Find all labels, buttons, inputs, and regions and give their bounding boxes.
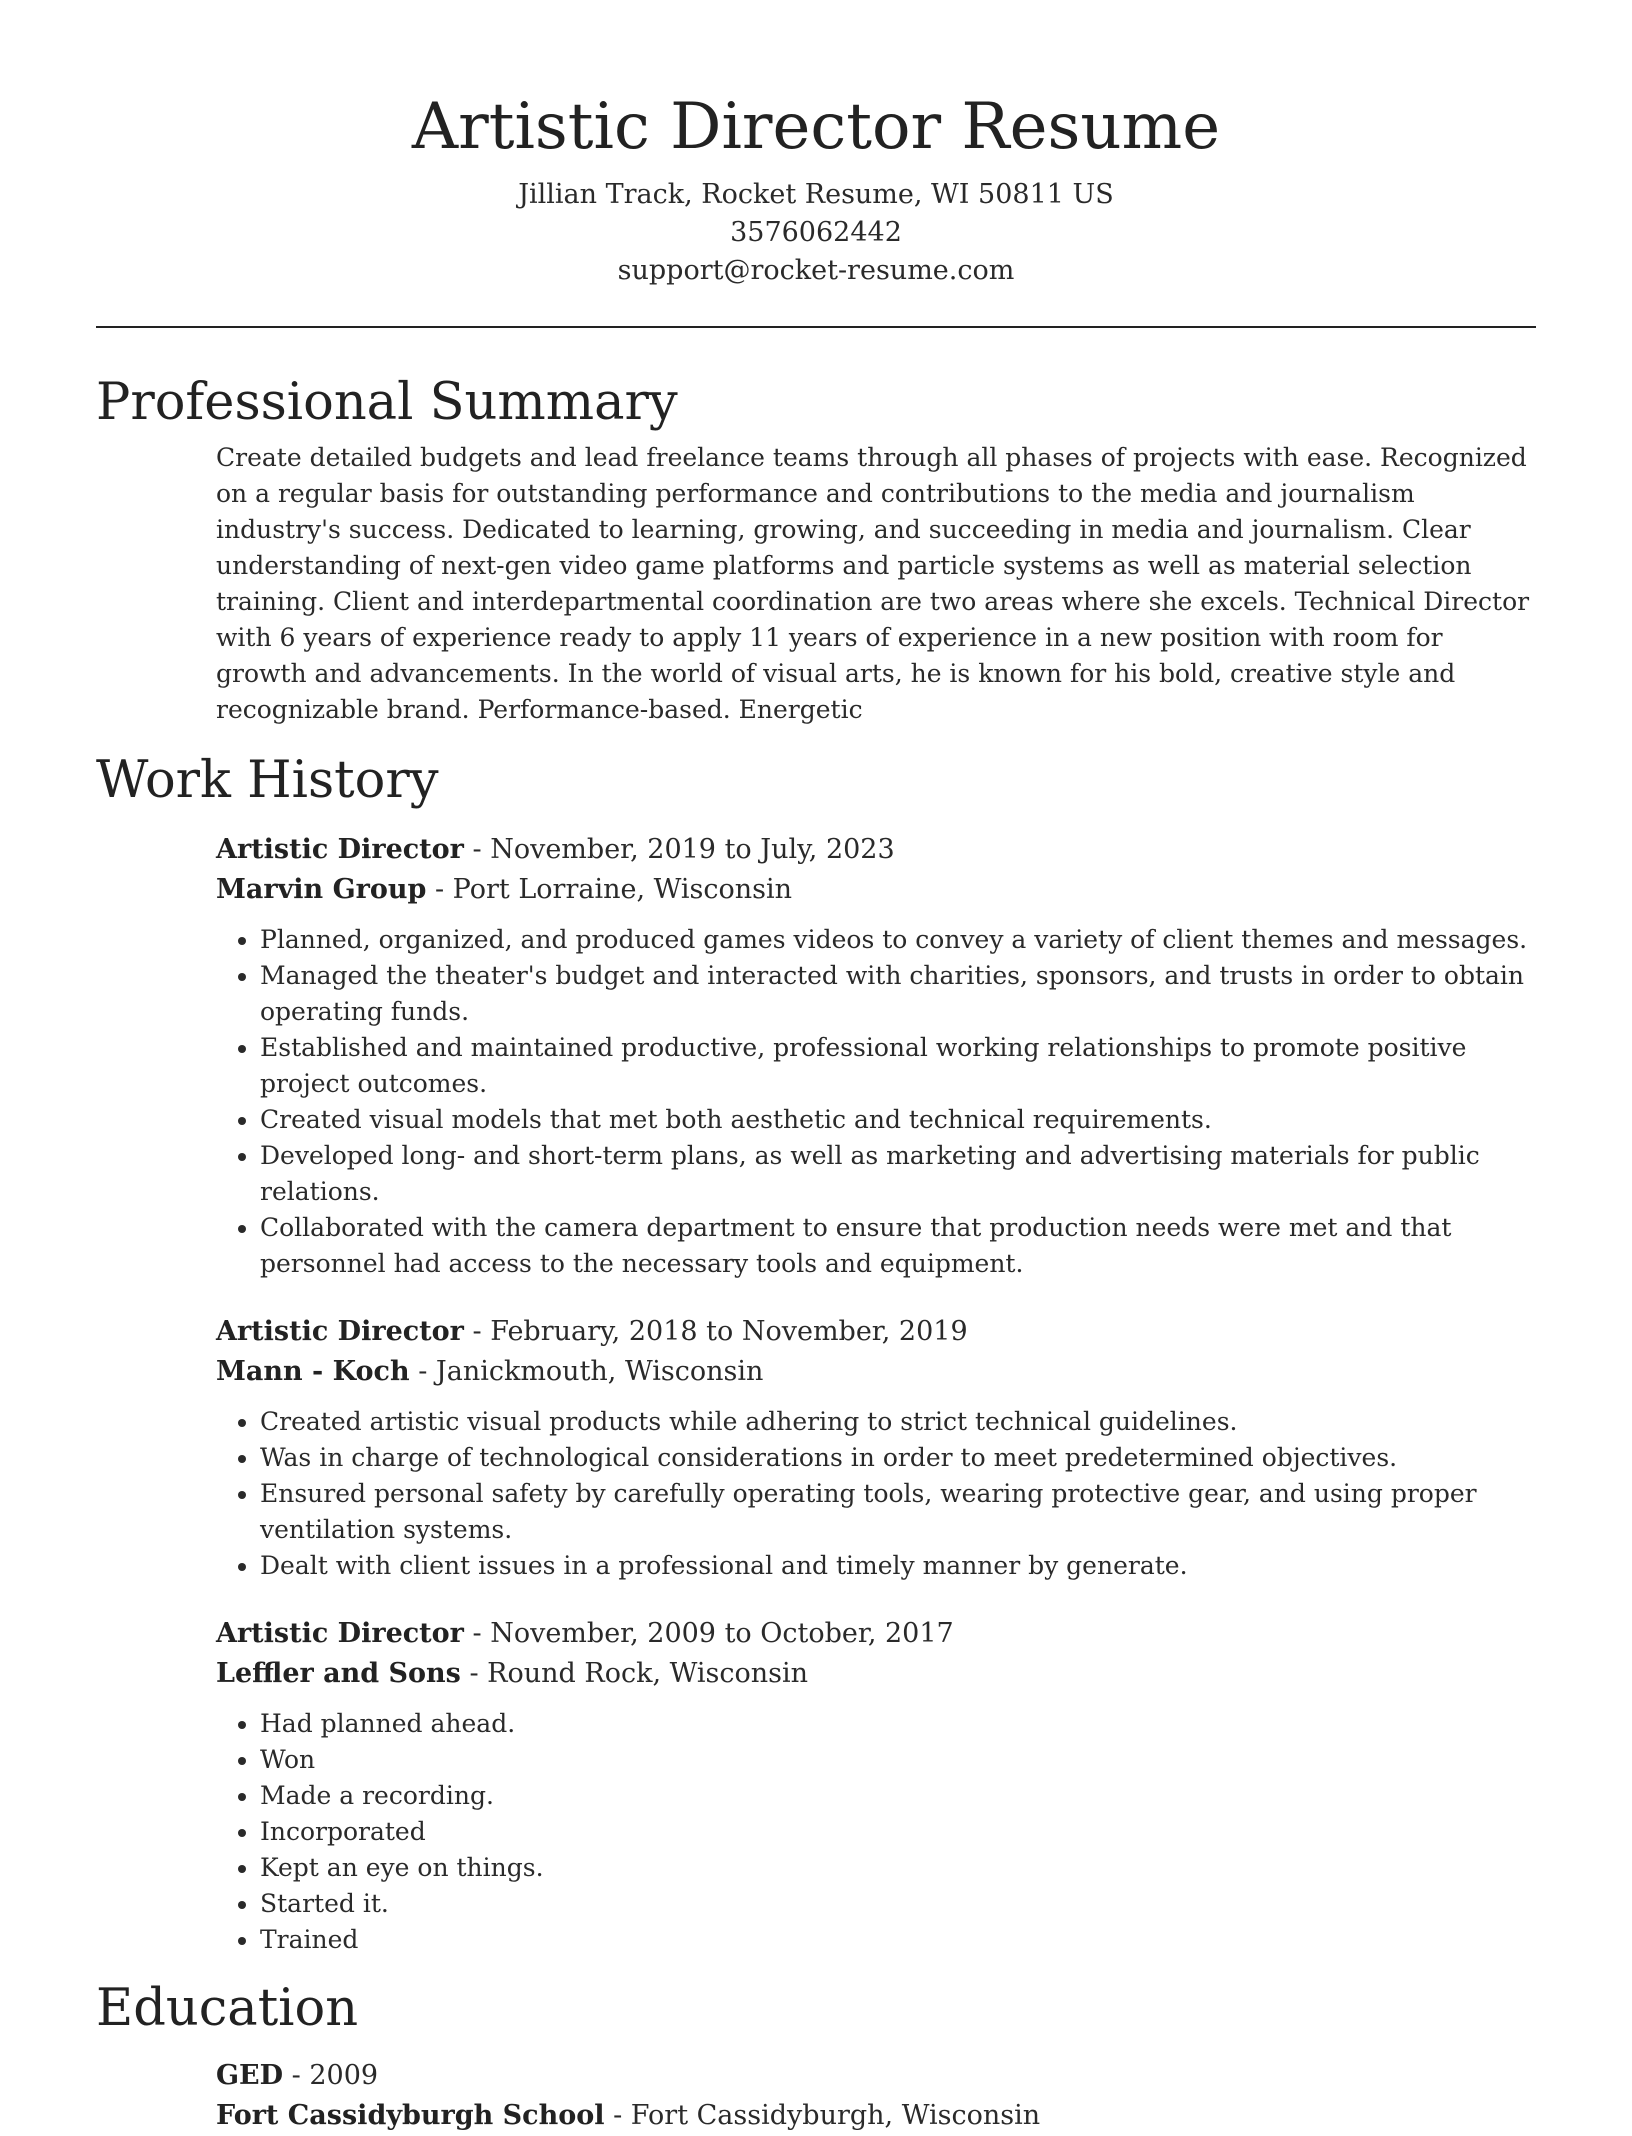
education-school: Fort Cassidyburgh School	[216, 2100, 605, 2131]
company-location: - Janickmouth, Wisconsin	[409, 1356, 764, 1387]
job-bullet: • Won	[260, 1742, 1536, 1778]
resume-header	[96, 0, 1536, 290]
summary-text: Create detailed budgets and lead freelance teams through all phases of projects with ease. Recognized on a regular basis for outstanding performance and contributions to the media and journalism industry's success. Dedicated to learning, growing, and succeeding in media and journalism. Clear understanding of next-gen video game platforms and particle systems as well as material selection training. Client and interdepartmental coordination are two areas where she excels. Technical Director with 6 years of experience ready to apply 11 years of experience in a new position with room for growth and advancements. In the world of visual arts, he is known for his bold, creative style and recognizable brand. Performance-based. Energetic	[216, 443, 1530, 724]
summary-section	[96, 370, 1536, 728]
company-location: - Port Lorraine, Wisconsin	[426, 874, 793, 905]
job-entry	[216, 830, 1536, 1282]
job-title: Artistic Director	[216, 1316, 464, 1347]
job-company-line	[216, 870, 1536, 910]
job-bullet: • Created visual models that met both aesthetic and technical requirements.	[260, 1102, 1536, 1138]
job-bullet: • Trained	[260, 1922, 1536, 1958]
education-body	[216, 2056, 1536, 2136]
job-entry	[216, 1614, 1536, 1958]
job-bullet: • Established and maintained productive, professional working relationships to promote positive project outcomes.	[260, 1030, 1536, 1102]
job-company-line	[216, 1352, 1536, 1392]
work-history-body	[216, 830, 1536, 1958]
job-bullet: • Managed the theater's budget and interacted with charities, sponsors, and trusts in order to obtain operating funds.	[260, 958, 1536, 1030]
job-dates: - November, 2019 to July, 2023	[463, 834, 895, 865]
job-title-line	[216, 830, 1536, 870]
company-name: Marvin Group	[216, 874, 427, 905]
education-school-line	[216, 2096, 1536, 2136]
job-dates: - February, 2018 to November, 2019	[463, 1316, 968, 1347]
job-bullets	[216, 922, 1536, 1282]
job-bullet: • Made a recording.	[260, 1778, 1536, 1814]
header-divider	[96, 326, 1536, 328]
education-heading: Education	[96, 1979, 359, 2038]
job-company-line	[216, 1654, 1536, 1694]
job-bullet: • Started it.	[260, 1886, 1536, 1922]
job-bullet: • Planned, organized, and produced games videos to convey a variety of client themes and messages.	[260, 922, 1536, 958]
education-location: - Fort Cassidyburgh, Wisconsin	[604, 2100, 1041, 2131]
job-title-line	[216, 1312, 1536, 1352]
education-degree-line	[216, 2056, 1536, 2096]
job-bullet: • Was in charge of technological considerations in order to meet predetermined objectives.	[260, 1440, 1536, 1476]
job-dates: - November, 2009 to October, 2017	[463, 1618, 954, 1649]
company-name: Leffler and Sons	[216, 1658, 461, 1689]
job-bullet: • Dealt with client issues in a professional and timely manner by generate.	[260, 1548, 1536, 1584]
job-bullets	[216, 1706, 1536, 1958]
job-title: Artistic Director	[216, 1618, 464, 1649]
job-bullet: • Ensured personal safety by carefully operating tools, wearing protective gear, and using proper ventilation systems.	[260, 1476, 1536, 1548]
education-section	[96, 1976, 1536, 2136]
job-bullets	[216, 1404, 1536, 1584]
education-degree: GED	[216, 2060, 284, 2091]
job-bullet: • Created artistic visual products while adhering to strict technical guidelines.	[260, 1404, 1536, 1440]
job-bullet: • Collaborated with the camera department to ensure that production needs were met and that personnel had access to the necessary tools and equipment.	[260, 1210, 1536, 1282]
summary-body	[216, 440, 1536, 728]
education-year: - 2009	[283, 2060, 379, 2091]
job-bullet: • Kept an eye on things.	[260, 1850, 1536, 1886]
job-title-line	[216, 1614, 1536, 1654]
company-name: Mann - Koch	[216, 1356, 410, 1387]
contact-email: support@rocket-resume.com	[617, 255, 1015, 286]
job-bullet: • Had planned ahead.	[260, 1706, 1536, 1742]
job-title: Artistic Director	[216, 834, 464, 865]
work-history-heading: Work History	[96, 751, 439, 810]
job-bullet: • Incorporated	[260, 1814, 1536, 1850]
contact-phone: 3576062442	[730, 217, 902, 248]
job-bullet: • Developed long- and short-term plans, as well as marketing and advertising materials for public relations.	[260, 1138, 1536, 1210]
summary-heading: Professional Summary	[96, 373, 678, 432]
work-history-section	[96, 748, 1536, 1958]
contact-address: Jillian Track, Rocket Resume, WI 50811 US	[518, 179, 1114, 210]
job-entry	[216, 1312, 1536, 1584]
resume-title: Artistic Director Resume	[411, 90, 1221, 164]
company-location: - Round Rock, Wisconsin	[460, 1658, 809, 1689]
